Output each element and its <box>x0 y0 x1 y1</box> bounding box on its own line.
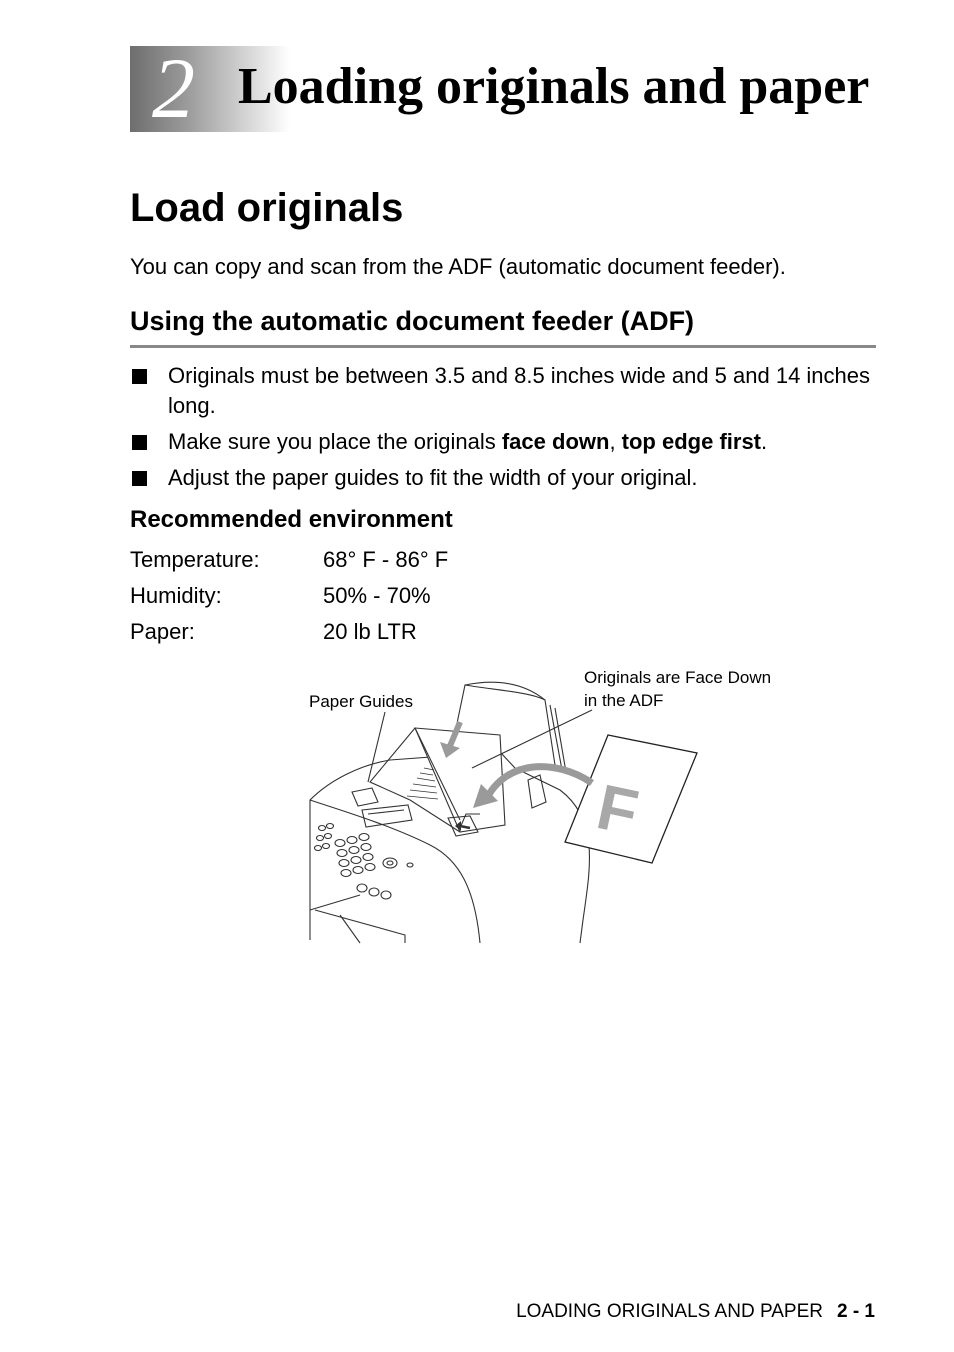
label-originals-face-down: Originals are Face Down <box>584 668 772 687</box>
environment-label: Temperature: <box>130 547 260 572</box>
sheet-letter: F <box>590 770 645 849</box>
bullet-text-post: . <box>761 429 768 454</box>
section-title: Load originals <box>130 186 404 230</box>
bullet-text-bold-face-down: face down <box>501 429 610 454</box>
subsection-title: Using the automatic document feeder (ADF) <box>130 306 695 336</box>
environment-row <box>130 617 417 647</box>
bullet-text: Adjust the paper guides to fit the width of your original. <box>168 465 698 490</box>
bullet-text <box>168 427 876 457</box>
environment-value: 50% - 70% <box>323 583 431 608</box>
bullet-square-icon <box>132 369 147 384</box>
environment-label: Humidity: <box>130 583 222 608</box>
chapter-number: 2 <box>152 40 195 136</box>
bullet-item <box>130 427 876 457</box>
subsection-rule <box>130 345 876 348</box>
environment-label: Paper: <box>130 619 195 644</box>
adf-illustration <box>300 660 800 950</box>
environment-title: Recommended environment <box>130 506 453 533</box>
chapter-title: Loading originals and paper <box>238 58 870 115</box>
environment-value: 20 lb LTR <box>323 619 417 644</box>
footer-section: LOADING ORIGINALS AND PAPER <box>516 1301 823 1322</box>
bullet-item <box>130 361 876 421</box>
environment-value: 68° F - 86° F <box>323 547 449 572</box>
bullet-item <box>130 463 876 493</box>
bullet-square-icon <box>132 471 147 486</box>
bullet-text-bold-top-edge: top edge first <box>621 429 762 454</box>
label-paper-guides: Paper Guides <box>309 692 413 711</box>
bullet-text: Originals must be between 3.5 and 8.5 inches wide and 5 and 14 inches long. <box>168 363 871 418</box>
bullet-text-pre: Make sure you place the originals <box>168 429 502 454</box>
section-intro: You can copy and scan from the ADF (automatic document feeder). <box>130 254 786 279</box>
label-in-the-adf: in the ADF <box>584 691 664 710</box>
bullet-square-icon <box>132 435 147 450</box>
environment-row <box>130 545 448 575</box>
page-footer <box>516 1299 875 1325</box>
environment-row <box>130 581 431 611</box>
footer-page-number: 2 - 1 <box>836 1301 875 1322</box>
bullet-text-sep: , <box>609 429 622 454</box>
